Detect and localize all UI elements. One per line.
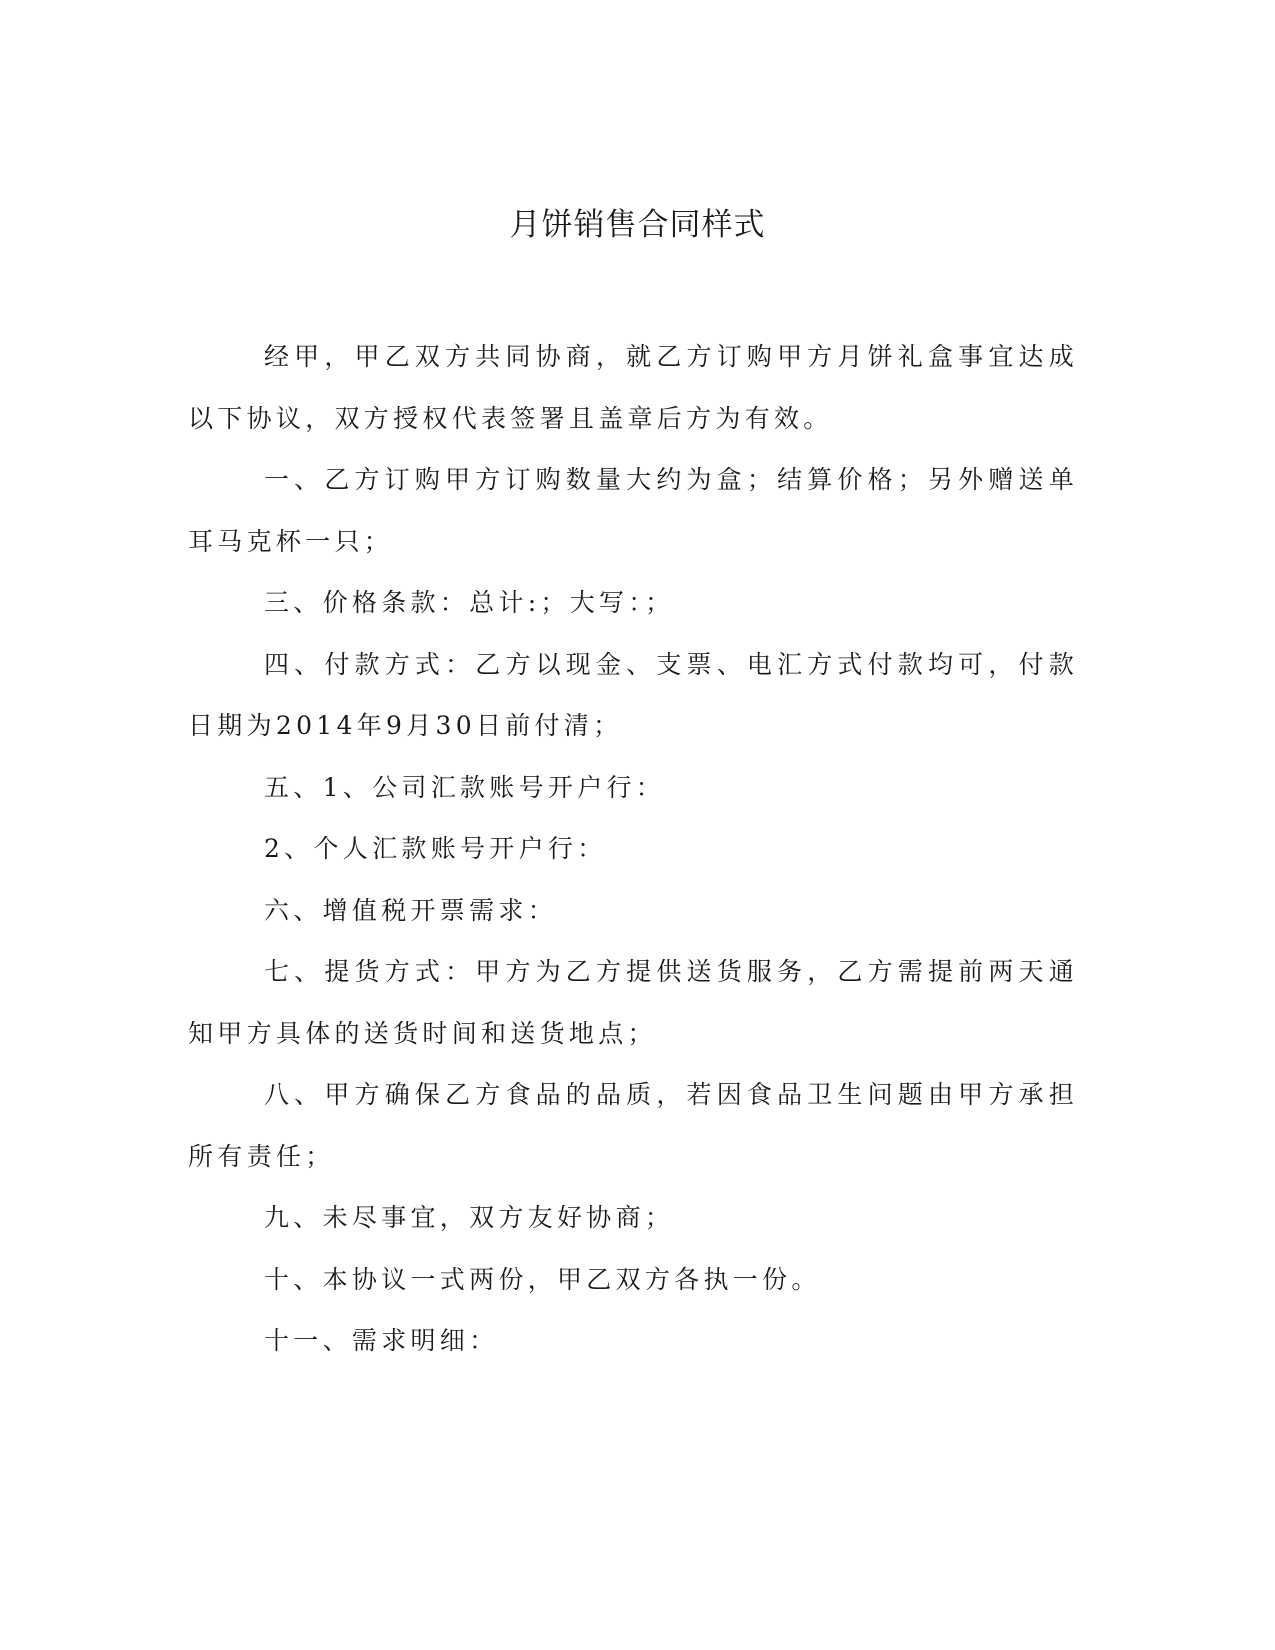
- paragraph-clause-6: 六、增值税开票需求：: [264, 895, 558, 925]
- paragraph-clause-4: 四、付款方式：乙方以现金、支票、电汇方式付款均可，付款日期为2014年9月30日前付清；: [188, 649, 1078, 740]
- paragraph-intro: 经甲，甲乙双方共同协商，就乙方订购甲方月饼礼盒事宜达成以下协议，双方授权代表签署且盖章后方为有效。: [188, 342, 1078, 433]
- paragraph-clause-8: 八、甲方确保乙方食品的品质，若因食品卫生问题由甲方承担所有责任；: [188, 1080, 1078, 1171]
- document-title: 月饼销售合同样式: [509, 207, 766, 243]
- paragraph-clause-10: 十、本协议一式两份，甲乙双方各执一份。: [264, 1264, 821, 1294]
- paragraph-clause-5-2: 2、个人汇款账号开户行：: [264, 834, 607, 863]
- paragraph-clause-11: 十一、需求明细：: [264, 1326, 499, 1355]
- paragraph-clause-7: 七、提货方式：甲方为乙方提供送货服务，乙方需提前两天通知甲方具体的送货时间和送货地点；: [188, 957, 1078, 1048]
- contract-body: [188, 326, 1078, 1372]
- paragraph-clause-9: 九、未尽事宜，双方友好协商；: [264, 1203, 675, 1232]
- paragraph-clause-3: 三、价格条款：总计:；大写：；: [264, 588, 675, 617]
- paragraph-clause-5-1: 五、1、公司汇款账号开户行：: [264, 772, 666, 802]
- paragraph-clause-1: 一、乙方订购甲方订购数量大约为盒；结算价格；另外赠送单耳马克杯一只；: [188, 465, 1078, 556]
